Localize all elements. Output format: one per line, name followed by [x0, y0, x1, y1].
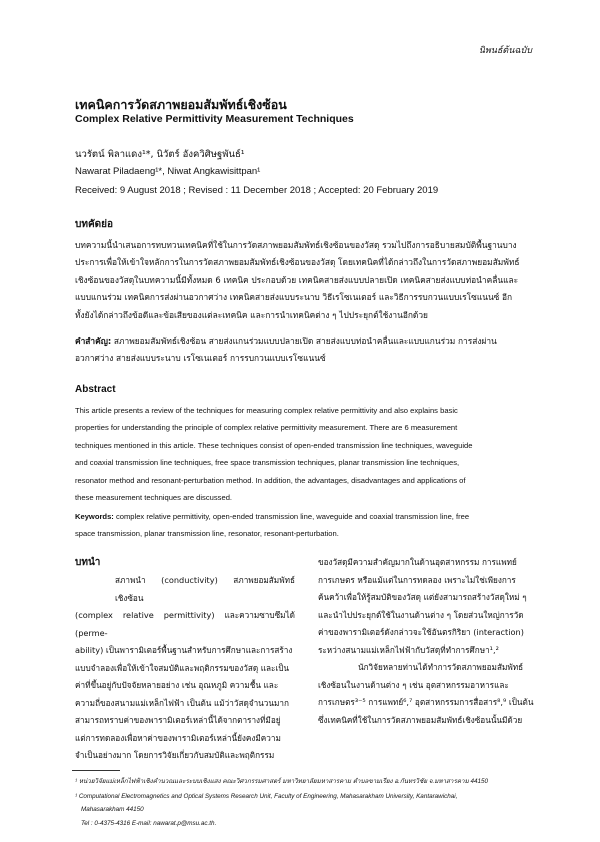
- abstract-th-line: ประการเพื่อให้เข้าใจหลักการในการวัดสภาพยอมสัมพัทธ์เชิงซ้อนของวัสดุ โดยเทคนิคที่ได้กล่าวถึงในการวัดสภาพยอมสัมพัทธ์: [75, 257, 520, 268]
- abstract-th-line: แบบแกนร่วม เทคนิคการส่งผ่านอวกาศว่าง เทคนิคสายส่งแบบระนาบ วิธีเรโซเนเตอร์ และวิธีการรบกวนแบบเรโซแนนซ์ อีก: [75, 292, 513, 303]
- intro-right-column: [318, 554, 538, 729]
- intro-left-line: สภาพนำ (conductivity) สภาพยอมสัมพัทธ์เชิงซ้อน: [115, 575, 295, 603]
- intro-right-line: นักวิจัยหลายท่านได้ทำการวัดสภาพยอมสัมพัทธ์: [358, 662, 524, 672]
- keywords-en-line: space transmission, planar transmission line, resonator, resonant-perturbation.: [75, 529, 339, 539]
- intro-right-line: การเกษตร หรือแม้แต่ในการทดลอง เพราะไม่ใช่เพียงการ: [318, 574, 516, 585]
- abstract-th-line: ทั้งยังได้กล่าวถึงข้อดีและข้อเสียของแต่ละเทคนิค และการนำเทคนิคต่าง ๆ ไปประยุกต์ใช้งานอีกด้วย: [75, 309, 428, 320]
- intro-right-line: และนำไปประยุกต์ใช้ในงานด้านต่าง ๆ โดยส่วนใหญ่การวัด: [318, 609, 524, 620]
- footnote-affiliation-english: ¹ Computational Electromagnetics and Optical Systems Research Unit, Faculty of Engineering, Mahasarakham University, Kantarawichai,: [75, 793, 458, 800]
- intro-right-line: ซึ่งเทคนิคที่ใช้ในการวัดสภาพยอมสัมพัทธ์เชิงซ้อนนั้นมีด้วย: [318, 714, 523, 725]
- intro-left-line: แต่การทดลองเพื่อหาค่าของพารามิเตอร์เหล่านี้ยังคงมีความ: [75, 732, 281, 743]
- intro-left-line: ความถี่ของสนามแม่เหล็กไฟฟ้า เป็นต้น แม้ว่าวัสดุจำนวนมาก: [75, 697, 289, 708]
- submission-dates: Received: 9 August 2018 ; Revised : 11 December 2018 ; Accepted: 20 February 2019: [75, 185, 439, 196]
- intro-right-line: ค่าของพารามิเตอร์ดังกล่าวจะใช้อันตรกิริยา (interaction): [318, 627, 524, 637]
- intro-right-line: ค้นคว้าเพื่อให้รู้สมบัติของวัสดุ แต่ยังสามารถสร้างวัสดุใหม่ ๆ: [318, 592, 527, 602]
- title-english: Complex Relative Permittivity Measurement Techniques: [75, 113, 354, 125]
- title-thai: เทคนิคการวัดสภาพยอมสัมพัทธ์เชิงซ้อน: [75, 97, 287, 112]
- abstract-th-line: เชิงซ้อนของวัสดุในบทความนี้มีทั้งหมด 6 เทคนิค ประกอบด้วย เทคนิคสายส่งแบบปลายเปิด เทคนิคสายส่งแบบท่อนำคลื่นและ: [75, 274, 519, 285]
- authors-english: Nawarat Piladaeng¹*, Niwat Angkawisittpan¹: [75, 166, 261, 177]
- intro-left-line: (complex relative permittivity) และความซาบซึมได้ (perme-: [75, 610, 295, 638]
- abstract-th-line: บทความนี้นำเสนอการทบทวนเทคนิคที่ใช้ในการวัดสภาพยอมสัมพัทธ์เชิงซ้อนของวัสดุ รวมไปถึงการอธิบายสมบัติพื้นฐานบาง: [75, 240, 517, 250]
- intro-right-line: ระหว่างสนามแม่เหล็กไฟฟ้ากับวัสดุที่ทำการศึกษา¹,²: [318, 644, 499, 655]
- keywords-th-line: สภาพยอมสัมพัทธ์เชิงซ้อน สายส่งแกนร่วมแบบปลายเปิด สายส่งแบบท่อนำคลื่นและแบบแกนร่วม การส่งผ่าน: [113, 336, 497, 346]
- intro-heading: บทนำ: [75, 557, 101, 568]
- footnote-contact: Tel : 0-4375-4316 E-mail: nawarat.p@msu.ac.th.: [81, 820, 217, 827]
- abstract-en-line: these measurement techniques are discussed.: [75, 493, 233, 503]
- intro-right-line: ของวัสดุมีความสำคัญมากในด้านอุตสาหกรรม การแพทย์: [318, 557, 517, 567]
- keywords-en: [75, 508, 525, 543]
- keywords-en-line: complex relative permittivity, open-ended transmission line, waveguide and coaxial transmission line, free: [115, 512, 470, 521]
- authors-thai: นวรัตน์ พิลาแดง¹*, นิวัตร์ อังควิศิษฐพันธ์¹: [75, 149, 245, 160]
- intro-left-column: [75, 572, 295, 765]
- abstract-th-heading: บทคัดย่อ: [75, 219, 113, 230]
- intro-left-line: ค่าที่ขึ้นอยู่กับปัจจัยหลายอย่าง เช่น อุณหภูมิ ความชื้น และ: [75, 680, 279, 690]
- footnote-affiliation-thai: ¹ หน่วยวิจัยแม่เหล็กไฟฟ้าเชิงคำนวณและระบบเชิงแสง คณะวิศวกรรมศาสตร์ มหาวิทยาลัยมหาสารคาม ตำบลขามเรียง อ.กันทรวิชัย จ.มหาสารคาม 44150: [75, 778, 488, 785]
- intro-right-line: เชิงซ้อนในงานด้านต่าง ๆ เช่น อุตสาหกรรมอาหารและ: [318, 679, 509, 690]
- intro-left-line: จำเป็นอย่างมาก โดยการวิจัยเกี่ยวกับสมบัติและพฤติกรรม: [75, 750, 275, 760]
- abstract-th-body: [75, 237, 525, 324]
- abstract-en-line: techniques mentioned in this article. These techniques consist of open-ended transmission line techniques, waveguide: [75, 440, 473, 450]
- keywords-th: [75, 333, 525, 368]
- intro-left-line: สามารถทราบค่าของพารามิเตอร์เหล่านี้ได้จากตารางที่มีอยู่: [75, 715, 281, 725]
- abstract-en-line: This article presents a review of the techniques for measuring complex relative permittivity and also explains basic: [75, 406, 458, 415]
- abstract-en-heading: Abstract: [75, 384, 116, 395]
- footnote-divider: [72, 770, 120, 771]
- abstract-en-body: [75, 402, 525, 506]
- keywords-en-label: Keywords:: [75, 512, 114, 521]
- intro-left-line: ability) เป็นพารามิเตอร์พื้นฐานสำหรับการศึกษาและการสร้าง: [75, 645, 293, 655]
- abstract-en-line: and coaxial transmission line techniques, free space transmission techniques, planar transmission line techniques,: [75, 458, 460, 468]
- keywords-th-line: อวกาศว่าง สายส่งแบบระนาบ เรโซเนเตอร์ การรบกวนแบบเรโซแนนซ์: [75, 353, 326, 364]
- abstract-en-line: resonator method and resonant-perturbation method. In addition, the advantages, disadvantages and applications of: [75, 475, 466, 485]
- intro-right-line: การเกษตร³⁻⁵ การแพทย์⁶,⁷ อุตสาหกรรมการสื่อสาร⁸,⁹ เป็นต้น: [318, 697, 534, 707]
- footnote-affiliation-city: Mahasarakham 44150: [81, 806, 144, 813]
- section-tag: นิพนธ์ต้นฉบับ: [478, 46, 532, 56]
- keywords-th-label: คำสำคัญ:: [75, 336, 112, 346]
- abstract-en-line: properties for understanding the principle of complex relative permittivity measurement. There are 6 measurement: [75, 423, 458, 433]
- intro-left-line: แบบจำลองเพื่อให้เข้าใจสมบัติและพฤติกรรมของวัสดุ และเป็น: [75, 662, 290, 673]
